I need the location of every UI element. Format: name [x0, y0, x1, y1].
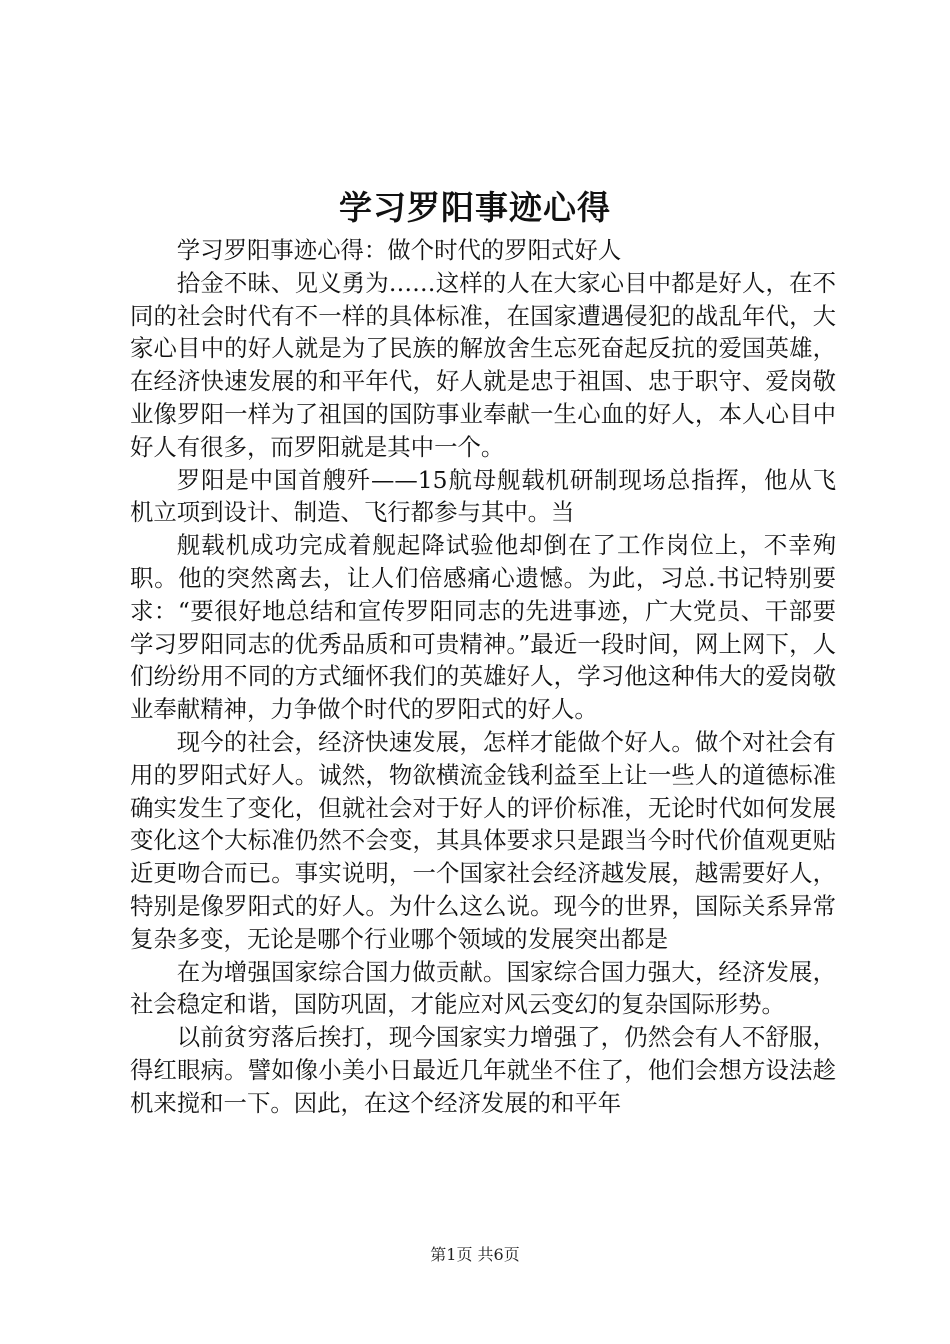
paragraph: 在为增强国家综合国力做贡献。国家综合国力强大，经济发展，社会稳定和谐，国防巩固，才能应对风云变幻的复杂国际形势。: [130, 957, 836, 1019]
paragraph-subtitle: 学习罗阳事迹心得：做个时代的罗阳式好人: [176, 236, 622, 264]
document-body: [130, 234, 836, 1120]
paragraph: 以前贫穷落后挨打，现今国家实力增强了，仍然会有人不舒服，得红眼病。譬如像小美小日最近几年就坐不住了，他们会想方设法趁机来搅和一下。因此，在这个经济发展的和平年: [130, 1023, 836, 1117]
paragraph: 拾金不昧、见义勇为……这样的人在大家心目中都是好人，在不同的社会时代有不一样的具体标准，在国家遭遇侵犯的战乱年代，大家心目中的好人就是为了民族的解放舍生忘死奋起反抗的爱国英雄，在经济快速发展的和平年代，好人就是忠于祖国、忠于职守、爱岗敬业像罗阳一样为了祖国的国防事业奉献一生心血的好人，本人心目中好人有很多，而罗阳就是其中一个。: [130, 268, 836, 461]
paragraph: 罗阳是中国首艘歼——15航母舰载机研制现场总指挥，他从飞机立项到设计、制造、飞行都参与其中。当: [130, 465, 836, 527]
paragraph: 现今的社会，经济快速发展，怎样才能做个好人。做个对社会有用的罗阳式好人。诚然，物欲横流金钱利益至上让一些人的道德标准确实发生了变化，但就社会对于好人的评价标准，无论时代如何发展变化这个大标准仍然不会变，其具体要求只是跟当今时代价值观更贴近更吻合而已。事实说明，一个国家社会经济越发展，越需要好人，特别是像罗阳式的好人。为什么这么说。现今的世界，国际关系异常复杂多变，无论是哪个行业哪个领域的发展突出都是: [130, 727, 836, 953]
page-number-footer: 第1页 共6页: [430, 1245, 520, 1264]
paragraph: 舰载机成功完成着舰起降试验他却倒在了工作岗位上，不幸殉职。他的突然离去，让人们倍感痛心遗憾。为此，习总.书记特别要求：“要很好地总结和宣传罗阳同志的先进事迹，广大党员、干部要学习罗阳同志的优秀品质和可贵精神。”最近一段时间，网上网下，人们纷纷用不同的方式缅怀我们的英雄好人，学习他这种伟大的爱岗敬业奉献精神，力争做个时代的罗阳式的好人。: [130, 531, 836, 724]
document-title: 学习罗阳事迹心得: [339, 188, 611, 227]
